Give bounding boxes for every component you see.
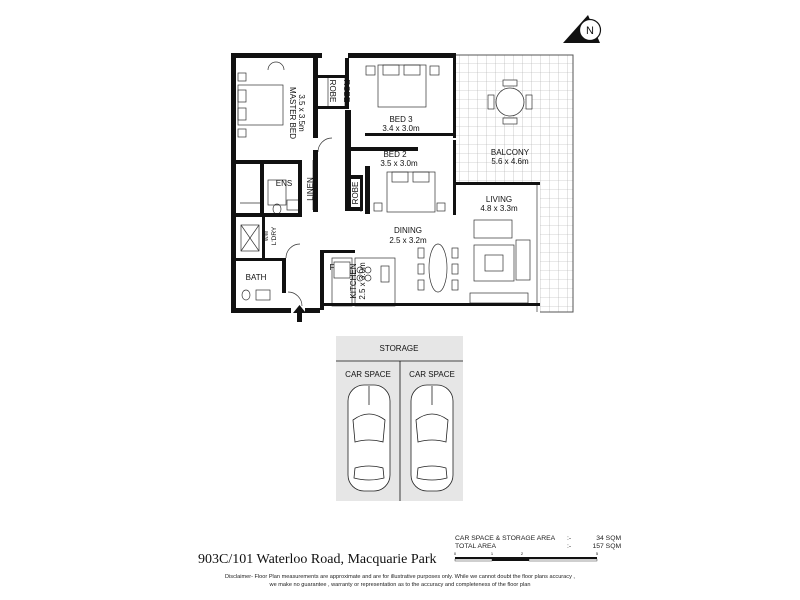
balcony-size: 5.6 x 4.6m (491, 157, 529, 166)
bed2-label: BED 2 (383, 150, 407, 159)
area-sep: :- (567, 535, 572, 542)
compass-letter: N (586, 25, 594, 37)
ldry-prefix: W/M (264, 230, 270, 242)
scale-tick-1: 1 (490, 551, 494, 556)
robe-3-label: ROBE (351, 181, 360, 205)
car-2-icon (411, 385, 453, 491)
car-space-1-label: CAR SPACE (345, 370, 391, 379)
car-space-2-label: CAR SPACE (409, 370, 455, 379)
garage (336, 336, 463, 501)
bed3-label: BED 3 (389, 115, 413, 124)
kitchen-size: 2.5 x 3.0m (358, 262, 367, 300)
car-1-icon (348, 385, 390, 491)
scale-tick-2: 2 (520, 551, 524, 556)
area-value: 34 SQM (596, 535, 622, 542)
dining-label: DINING (394, 226, 422, 235)
storage-label: STORAGE (379, 344, 419, 353)
north-compass-icon (563, 15, 601, 43)
scale-bar (454, 551, 599, 561)
area-label: TOTAL AREA (455, 543, 497, 550)
dining-size: 2.5 x 3.2m (389, 236, 427, 245)
living-label: LIVING (485, 195, 513, 204)
living-size: 4.8 x 3.3m (480, 204, 518, 213)
balcony-label: BALCONY (490, 148, 530, 157)
scale-tick-0: 0 (453, 551, 457, 556)
kitchen-label: KITCHEN (349, 263, 358, 299)
linen-label: LINEN (306, 177, 315, 201)
scale-tick-5: 5 (595, 551, 599, 556)
robe-2-label: ROBE (342, 79, 351, 103)
master-bed-size: 3.5 x 3.5m (297, 94, 306, 132)
disclaimer (200, 573, 600, 589)
area-row (455, 535, 621, 543)
fridge-label: F (329, 263, 335, 272)
entry-arrow-icon (293, 305, 306, 322)
disclaimer-line-2: we make no guarantee , warranty or representation as to the accuracy and completeness of the floor plan (269, 582, 531, 588)
area-row (455, 543, 621, 551)
ldry-label: L'DRY (271, 226, 278, 246)
area-label: CAR SPACE & STORAGE AREA (455, 535, 556, 542)
bath-label: BATH (245, 273, 267, 282)
area-sep: :- (567, 543, 572, 550)
balcony-table (496, 88, 524, 116)
ens-label: ENS (275, 179, 293, 188)
bed2-size: 3.5 x 3.0m (380, 159, 418, 168)
area-value: 157 SQM (592, 543, 622, 550)
disclaimer-line-1: Disclaimer- Floor Plan measurements are approximate and are for illustrative purposes only. While we cannot doubt the floor plans accuracy , (225, 574, 575, 580)
robe-1-label: ROBE (328, 79, 337, 103)
master-bed-label: MASTER BED (288, 86, 297, 140)
bed3-size: 3.4 x 3.0m (382, 124, 420, 133)
property-address: 903C/101 Waterloo Road, Macquarie Park (198, 552, 437, 567)
area-summary (455, 535, 621, 551)
